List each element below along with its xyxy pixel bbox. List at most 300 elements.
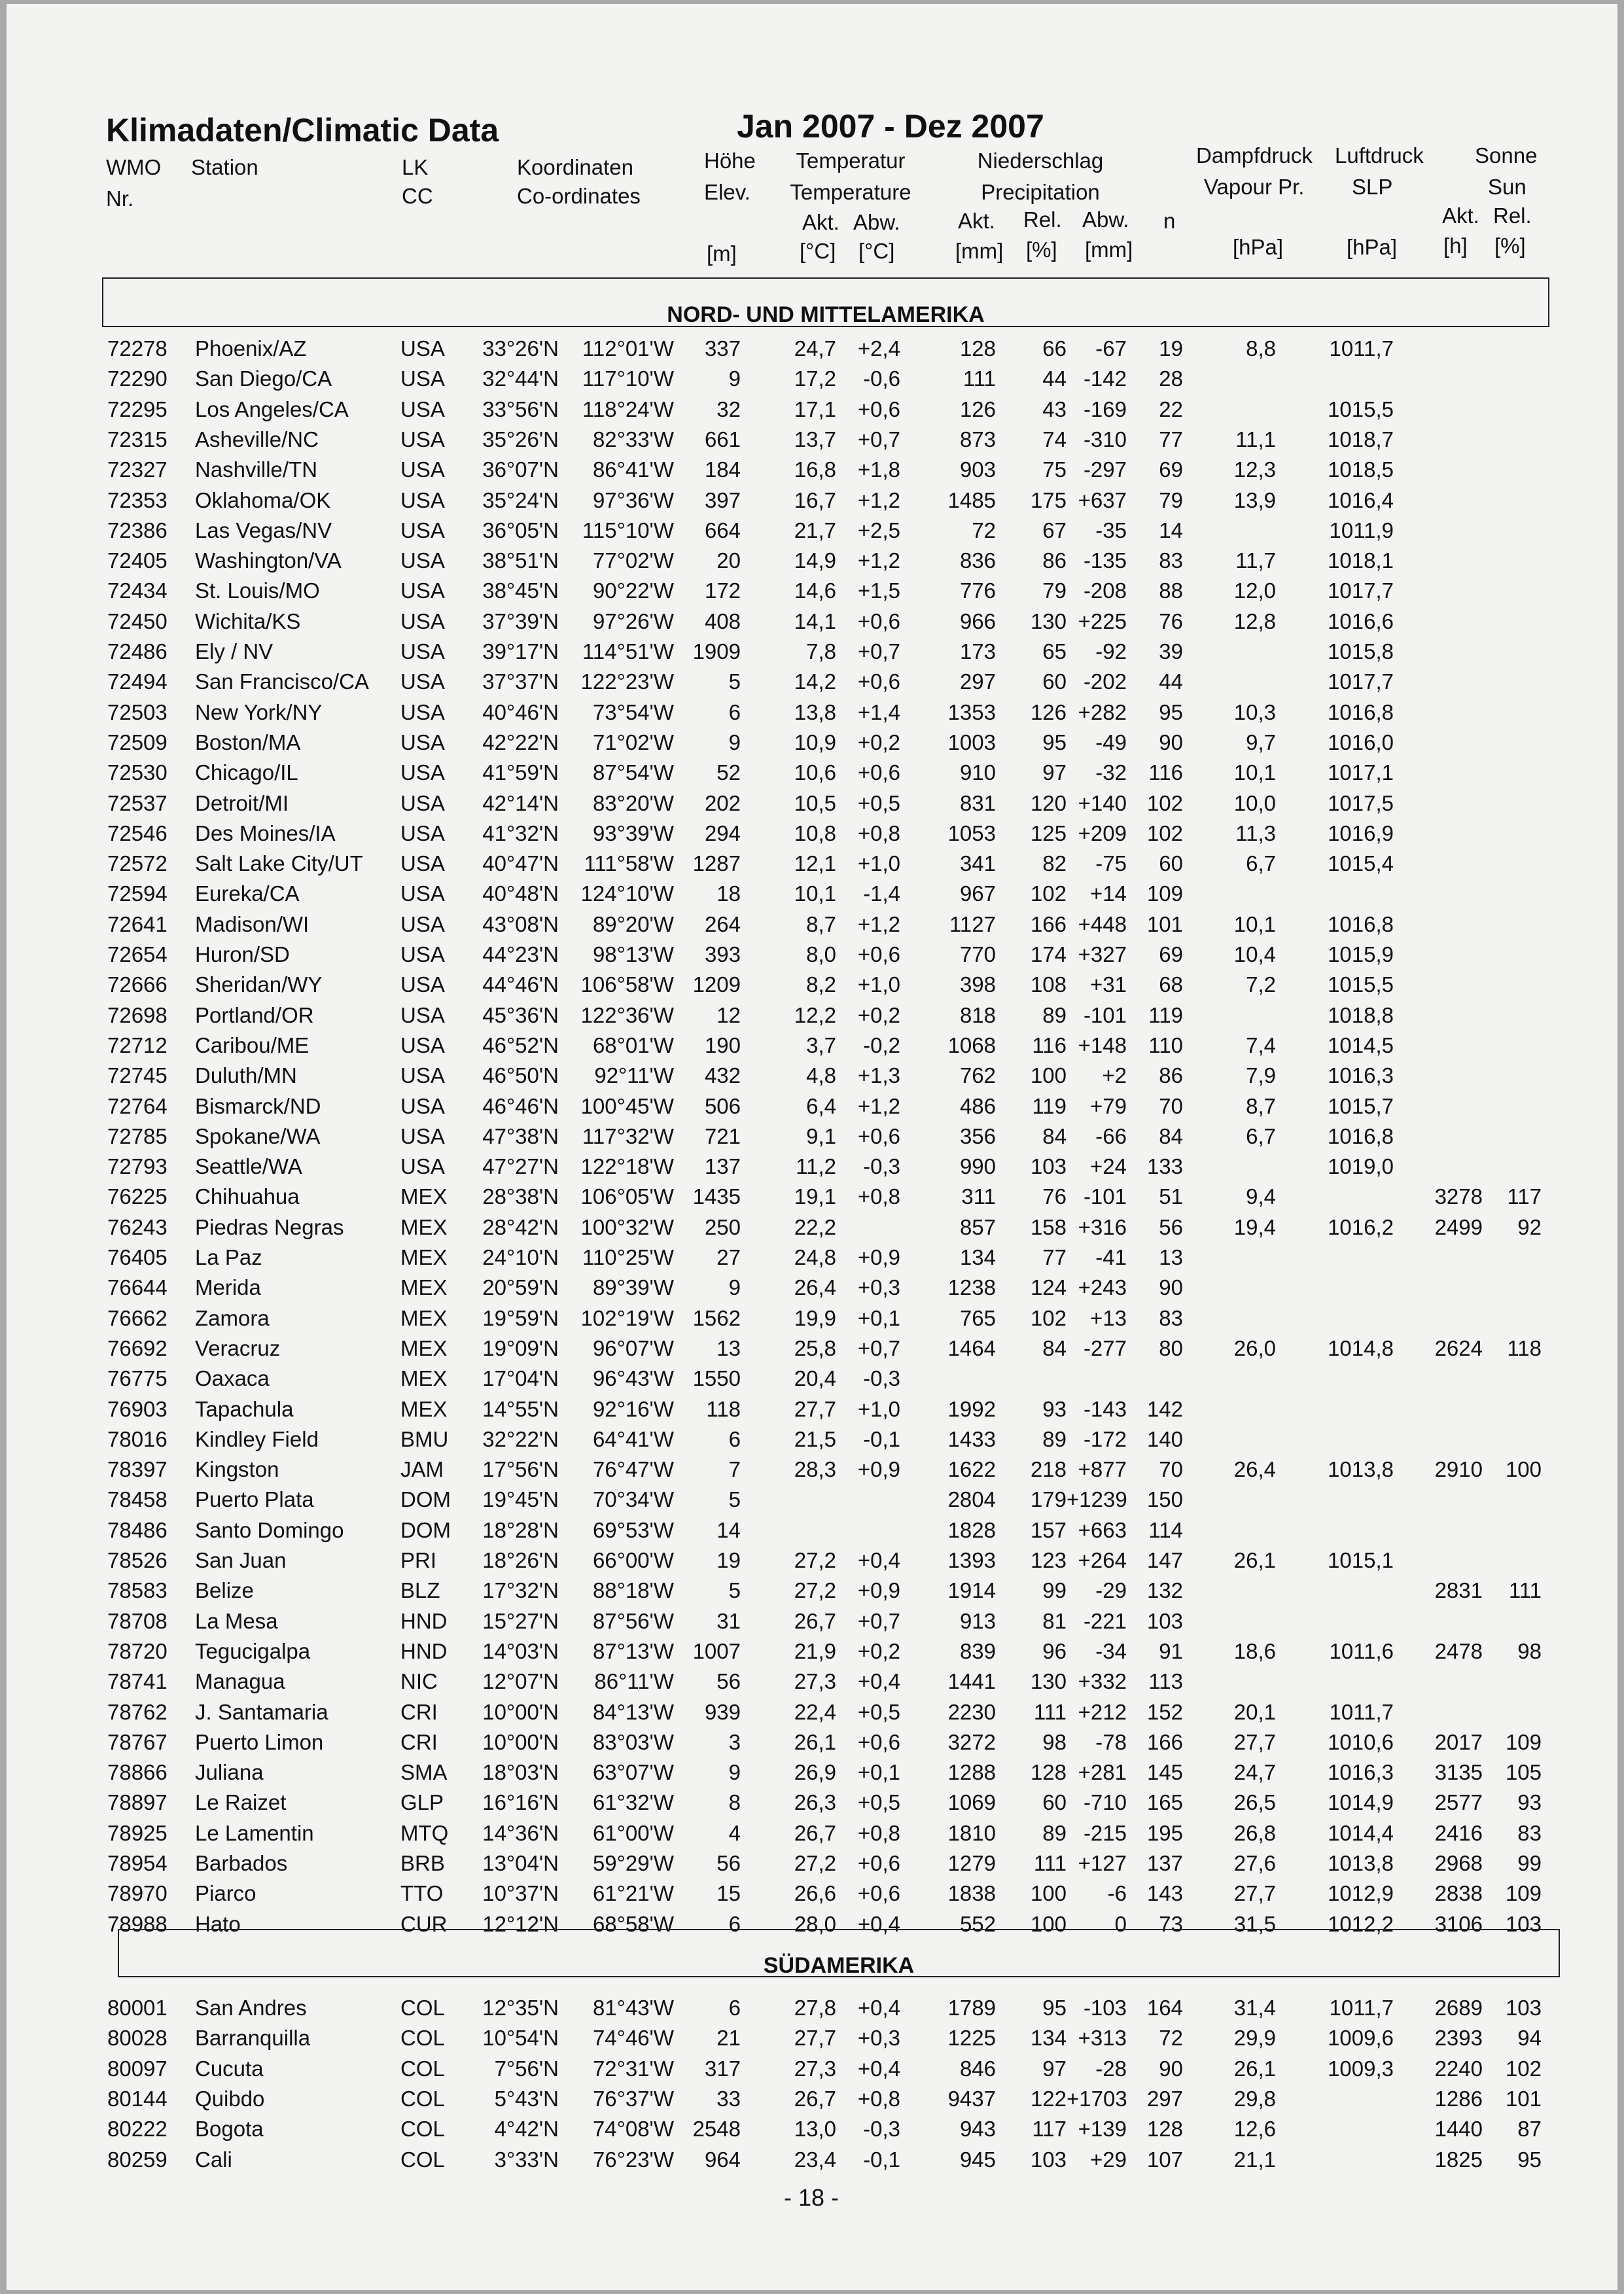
- sea-level-pressure: 1016,3: [1328, 1760, 1394, 1784]
- sea-level-pressure: 1016,2: [1328, 1215, 1394, 1239]
- longitude: 84°13'W: [592, 1700, 674, 1724]
- precip-actual: 873: [959, 427, 996, 451]
- elevation: 5: [728, 669, 741, 694]
- hdr-nr: Nr.: [106, 186, 134, 211]
- table-row: [0, 697, 1624, 728]
- precip-actual: 311: [961, 1184, 996, 1209]
- precip-days: 195: [1146, 1821, 1183, 1845]
- precip-relative: 82: [1042, 851, 1067, 875]
- station-name: Kingston: [195, 1457, 279, 1481]
- temp-actual: 12,1: [794, 851, 836, 875]
- precip-days: 86: [1159, 1063, 1183, 1087]
- temp-actual: 27,2: [794, 1578, 836, 1602]
- precip-actual: 913: [959, 1609, 996, 1633]
- temp-deviation: +0,9: [857, 1245, 900, 1269]
- sea-level-pressure: 1012,9: [1328, 1881, 1394, 1905]
- precip-relative: 175: [1030, 488, 1067, 512]
- elevation: 56: [716, 1669, 741, 1693]
- elevation: 18: [716, 881, 741, 906]
- station-name: Detroit/MI: [195, 791, 289, 815]
- table-row: [0, 516, 1624, 546]
- wmo-nr: 72494: [107, 669, 168, 694]
- precip-days: 22: [1159, 397, 1183, 421]
- table-row: [0, 1121, 1624, 1152]
- precip-actual: 2230: [947, 1700, 996, 1724]
- hdr-p-rel: Rel.: [1023, 207, 1062, 232]
- table-row: [0, 1788, 1624, 1818]
- table-row: [0, 1394, 1624, 1424]
- latitude: 10°54'N: [482, 2026, 559, 2050]
- precip-deviation: -66: [1095, 1124, 1127, 1148]
- vapour-pressure: 13,9: [1233, 488, 1276, 512]
- temp-deviation: -0,1: [863, 2147, 900, 2172]
- longitude: 68°58'W: [592, 1912, 674, 1936]
- temp-actual: 10,1: [794, 881, 836, 906]
- precip-days: 142: [1146, 1397, 1183, 1421]
- precip-actual: 776: [959, 578, 996, 603]
- sea-level-pressure: 1015,1: [1328, 1548, 1394, 1572]
- longitude: 122°36'W: [580, 1003, 674, 1027]
- country-code: USA: [400, 700, 445, 724]
- temp-deviation: +0,6: [857, 1851, 900, 1875]
- temp-deviation: -1,4: [863, 881, 900, 906]
- country-code: HND: [400, 1609, 448, 1633]
- longitude: 89°39'W: [592, 1275, 674, 1299]
- elevation: 6: [728, 700, 741, 724]
- sunshine-hours: 1286: [1434, 2087, 1483, 2111]
- hdr-p-akt: Akt.: [958, 209, 995, 233]
- temp-actual: 8,7: [806, 912, 836, 936]
- precip-days: 73: [1159, 1912, 1183, 1936]
- precip-days: 72: [1159, 2026, 1183, 2050]
- elevation: 15: [716, 1881, 741, 1905]
- precip-relative: 74: [1042, 427, 1067, 451]
- country-code: MEX: [400, 1245, 448, 1269]
- precip-deviation: 0: [1114, 1912, 1127, 1936]
- sea-level-pressure: 1010,6: [1328, 1730, 1394, 1754]
- station-name: Chicago/IL: [195, 760, 298, 785]
- table-row: [0, 546, 1624, 576]
- precip-relative: 124: [1030, 1275, 1067, 1299]
- wmo-nr: 76405: [107, 1245, 168, 1269]
- elevation: 5: [728, 1578, 741, 1602]
- country-code: BMU: [400, 1427, 449, 1451]
- longitude: 66°00'W: [592, 1548, 674, 1572]
- station-name: St. Louis/MO: [195, 578, 320, 603]
- country-code: USA: [400, 548, 445, 573]
- precip-actual: 126: [959, 397, 996, 421]
- elevation: 1435: [692, 1184, 741, 1209]
- longitude: 69°53'W: [592, 1518, 674, 1542]
- wmo-nr: 80222: [107, 2117, 168, 2141]
- section-header: SÜDAMERIKA: [118, 1929, 1560, 1977]
- longitude: 97°36'W: [592, 488, 674, 512]
- precip-deviation: +2: [1102, 1063, 1127, 1087]
- country-code: USA: [400, 760, 445, 785]
- country-code: HND: [400, 1639, 448, 1663]
- temp-deviation: -0,3: [863, 1366, 900, 1390]
- station-name: San Francisco/CA: [195, 669, 369, 694]
- sunshine-relative: 95: [1517, 2147, 1542, 2172]
- precip-deviation: -34: [1095, 1639, 1127, 1663]
- latitude: 16°16'N: [482, 1790, 559, 1814]
- elevation: 190: [704, 1033, 741, 1057]
- latitude: 40°47'N: [482, 851, 559, 875]
- sunshine-hours: 2689: [1434, 1996, 1483, 2020]
- station-name: Caribou/ME: [195, 1033, 309, 1057]
- precip-deviation: -142: [1083, 366, 1127, 391]
- table-row: [0, 334, 1624, 364]
- country-code: CUR: [400, 1912, 448, 1936]
- elevation: 9: [728, 1760, 741, 1784]
- precip-relative: 117: [1032, 2117, 1067, 2141]
- longitude: 90°22'W: [592, 578, 674, 603]
- country-code: USA: [400, 1094, 445, 1118]
- precip-deviation: -32: [1095, 760, 1127, 785]
- temp-deviation: +0,4: [857, 1548, 900, 1572]
- elevation: 661: [704, 427, 741, 451]
- country-code: USA: [400, 336, 445, 361]
- vapour-pressure: 26,1: [1233, 1548, 1276, 1572]
- station-name: Sheridan/WY: [195, 972, 323, 997]
- elevation: 4: [728, 1821, 741, 1845]
- sea-level-pressure: 1019,0: [1328, 1154, 1394, 1178]
- temp-deviation: +1,2: [857, 488, 900, 512]
- longitude: 63°07'W: [592, 1760, 674, 1784]
- period-title: Jan 2007 - Dez 2007: [737, 108, 1044, 145]
- longitude: 76°23'W: [592, 2147, 674, 2172]
- hdr-t-akt: Akt.: [802, 210, 839, 234]
- table-row: [0, 879, 1624, 909]
- wmo-nr: 72503: [107, 700, 168, 724]
- precip-deviation: -6: [1107, 1881, 1127, 1905]
- sunshine-hours: 2393: [1434, 2026, 1483, 2050]
- latitude: 38°45'N: [482, 578, 559, 603]
- latitude: 36°07'N: [482, 457, 559, 482]
- wmo-nr: 78526: [107, 1548, 168, 1572]
- sunshine-hours: 2240: [1434, 2056, 1483, 2081]
- precip-relative: 44: [1042, 366, 1067, 391]
- longitude: 61°32'W: [592, 1790, 674, 1814]
- temp-actual: 24,7: [794, 336, 836, 361]
- temp-actual: 26,7: [794, 2087, 836, 2111]
- latitude: 12°07'N: [482, 1669, 559, 1693]
- country-code: CRI: [400, 1700, 438, 1724]
- longitude: 86°41'W: [592, 457, 674, 482]
- precip-days: 107: [1146, 2147, 1183, 2172]
- precip-relative: 103: [1030, 1154, 1067, 1178]
- temp-deviation: +0,8: [857, 1821, 900, 1845]
- latitude: 47°27'N: [482, 1154, 559, 1178]
- sea-level-pressure: 1016,0: [1328, 730, 1394, 754]
- temp-actual: 19,9: [794, 1306, 836, 1330]
- longitude: 68°01'W: [592, 1033, 674, 1057]
- precip-days: 152: [1146, 1700, 1183, 1724]
- elevation: 137: [704, 1154, 741, 1178]
- vapour-pressure: 20,1: [1233, 1700, 1276, 1724]
- sea-level-pressure: 1016,9: [1328, 821, 1394, 845]
- precip-deviation: -202: [1083, 669, 1127, 694]
- precip-actual: 173: [959, 639, 996, 663]
- elevation: 27: [716, 1245, 741, 1269]
- longitude: 89°20'W: [592, 912, 674, 936]
- longitude: 96°43'W: [592, 1366, 674, 1390]
- table-row: [0, 758, 1624, 788]
- temp-deviation: +1,2: [857, 912, 900, 936]
- elevation: 317: [704, 2056, 741, 2081]
- precip-actual: 1003: [947, 730, 996, 754]
- station-name: Santo Domingo: [195, 1518, 344, 1542]
- precip-days: 90: [1159, 1275, 1183, 1299]
- precip-days: 83: [1159, 548, 1183, 573]
- sea-level-pressure: 1015,7: [1328, 1094, 1394, 1118]
- temp-actual: 26,6: [794, 1881, 836, 1905]
- temp-deviation: +0,7: [857, 1609, 900, 1633]
- sea-level-pressure: 1016,4: [1328, 488, 1394, 512]
- temp-deviation: +0,6: [857, 1730, 900, 1754]
- temp-deviation: +1,3: [857, 1063, 900, 1087]
- country-code: SMA: [400, 1760, 448, 1784]
- latitude: 45°36'N: [482, 1003, 559, 1027]
- table-row: [0, 1273, 1624, 1303]
- station-name: Phoenix/AZ: [195, 336, 307, 361]
- wmo-nr: 72315: [107, 427, 168, 451]
- temp-deviation: -0,1: [863, 1427, 900, 1451]
- vapour-pressure: 12,8: [1233, 609, 1276, 633]
- precip-days: 297: [1146, 2087, 1183, 2111]
- temp-deviation: +0,5: [857, 1700, 900, 1724]
- precip-days: 70: [1159, 1457, 1183, 1481]
- longitude: 86°11'W: [594, 1669, 674, 1693]
- elevation: 9: [728, 730, 741, 754]
- station-name: Chihuahua: [195, 1184, 300, 1209]
- latitude: 10°00'N: [482, 1730, 559, 1754]
- precip-actual: 552: [959, 1912, 996, 1936]
- precip-days: 140: [1146, 1427, 1183, 1451]
- latitude: 17°32'N: [482, 1578, 559, 1602]
- hdr-p-unit1: [mm]: [955, 239, 1004, 263]
- wmo-nr: 72405: [107, 548, 168, 573]
- longitude: 77°02'W: [592, 548, 674, 573]
- temp-deviation: +0,8: [857, 1184, 900, 1209]
- sea-level-pressure: 1016,8: [1328, 1124, 1394, 1148]
- precip-relative: 108: [1030, 972, 1067, 997]
- precip-days: 128: [1146, 2117, 1183, 2141]
- precip-days: 102: [1146, 791, 1183, 815]
- sea-level-pressure: 1018,5: [1328, 457, 1394, 482]
- hdr-t-unit2: [°C]: [858, 239, 895, 263]
- latitude: 36°05'N: [482, 518, 559, 542]
- wmo-nr: 72386: [107, 518, 168, 542]
- precip-days: 145: [1146, 1760, 1183, 1784]
- latitude: 10°00'N: [482, 1700, 559, 1724]
- table-row: [0, 970, 1624, 1000]
- table-row: [0, 1031, 1624, 1061]
- station-name: Des Moines/IA: [195, 821, 336, 845]
- temp-deviation: +0,6: [857, 669, 900, 694]
- precip-days: 116: [1148, 760, 1183, 785]
- precip-relative: 122: [1030, 2087, 1067, 2111]
- wmo-nr: 78016: [107, 1427, 168, 1451]
- wmo-nr: 76225: [107, 1184, 168, 1209]
- precip-relative: 179: [1030, 1487, 1067, 1511]
- longitude: 82°33'W: [592, 427, 674, 451]
- temp-deviation: +0,3: [857, 1275, 900, 1299]
- station-name: Barbados: [195, 1851, 288, 1875]
- table-row: [0, 2145, 1624, 2175]
- wmo-nr: 76644: [107, 1275, 168, 1299]
- elevation: 33: [716, 2087, 741, 2111]
- precip-deviation: +637: [1078, 488, 1127, 512]
- elevation: 6: [728, 1912, 741, 1936]
- elevation: 118: [706, 1397, 741, 1421]
- temp-actual: 22,2: [794, 1215, 836, 1239]
- elevation: 184: [704, 457, 741, 482]
- country-code: USA: [400, 1003, 445, 1027]
- vapour-pressure: 11,1: [1235, 427, 1276, 451]
- longitude: 74°08'W: [592, 2117, 674, 2141]
- precip-relative: 157: [1030, 1518, 1067, 1542]
- elevation: 294: [704, 821, 741, 845]
- station-name: Tegucigalpa: [195, 1639, 311, 1663]
- longitude: 102°19'W: [580, 1306, 674, 1330]
- table-row: [0, 1879, 1624, 1909]
- precip-actual: 1127: [949, 912, 996, 936]
- latitude: 47°38'N: [482, 1124, 559, 1148]
- table-row: [0, 1152, 1624, 1182]
- wmo-nr: 72537: [107, 791, 168, 815]
- hdr-lk: LK: [402, 155, 429, 179]
- wmo-nr: 72666: [107, 972, 168, 997]
- sea-level-pressure: 1011,7: [1329, 336, 1394, 361]
- wmo-nr: 78897: [107, 1790, 168, 1814]
- precip-relative: 77: [1042, 1245, 1067, 1269]
- table-row: [0, 1545, 1624, 1576]
- station-name: Duluth/MN: [195, 1063, 297, 1087]
- vapour-pressure: 29,8: [1233, 2087, 1276, 2111]
- station-name: Bogota: [195, 2117, 264, 2141]
- hdr-coord: Co-ordinates: [517, 184, 641, 208]
- sea-level-pressure: 1015,8: [1328, 639, 1394, 663]
- country-code: USA: [400, 366, 445, 391]
- hdr-elev: Elev.: [704, 180, 750, 204]
- elevation: 9: [728, 366, 741, 391]
- longitude: 93°39'W: [592, 821, 674, 845]
- temp-deviation: +1,0: [857, 972, 900, 997]
- country-code: DOM: [400, 1518, 451, 1542]
- precip-relative: 103: [1030, 2147, 1067, 2172]
- wmo-nr: 78741: [107, 1669, 168, 1693]
- longitude: 96°07'W: [592, 1336, 674, 1360]
- sea-level-pressure: 1016,8: [1328, 700, 1394, 724]
- temp-deviation: +0,9: [857, 1578, 900, 1602]
- temp-actual: 8,2: [806, 972, 836, 997]
- temp-actual: 14,1: [794, 609, 836, 633]
- country-code: MEX: [400, 1397, 448, 1421]
- temp-deviation: +1,8: [857, 457, 900, 482]
- wmo-nr: 72764: [107, 1094, 168, 1118]
- sunshine-hours: 2831: [1434, 1578, 1483, 1602]
- wmo-nr: 72295: [107, 397, 168, 421]
- table-row: [0, 395, 1624, 425]
- elevation: 8: [728, 1790, 741, 1814]
- latitude: 33°26'N: [482, 336, 559, 361]
- vapour-pressure: 7,2: [1246, 972, 1276, 997]
- temp-actual: 24,8: [794, 1245, 836, 1269]
- wmo-nr: 72509: [107, 730, 168, 754]
- temp-deviation: +0,4: [857, 2056, 900, 2081]
- sunshine-hours: 3278: [1434, 1184, 1483, 1209]
- sunshine-relative: 103: [1505, 1912, 1542, 1936]
- station-name: Seattle/WA: [195, 1154, 302, 1178]
- precip-deviation: -169: [1083, 397, 1127, 421]
- station-name: Las Vegas/NV: [195, 518, 332, 542]
- station-name: San Juan: [195, 1548, 287, 1572]
- elevation: 1562: [692, 1306, 741, 1330]
- wmo-nr: 78486: [107, 1518, 168, 1542]
- temp-actual: 21,9: [794, 1639, 836, 1663]
- latitude: 32°44'N: [482, 366, 559, 391]
- station-name: Piarco: [195, 1881, 256, 1905]
- elevation: 12: [716, 1003, 741, 1027]
- elevation: 964: [704, 2147, 741, 2172]
- longitude: 100°32'W: [580, 1215, 674, 1239]
- wmo-nr: 78720: [107, 1639, 168, 1663]
- table-row: [0, 1636, 1624, 1667]
- precip-actual: 297: [959, 669, 996, 694]
- elevation: 19: [716, 1548, 741, 1572]
- temp-actual: 27,3: [794, 1669, 836, 1693]
- vapour-pressure: 26,0: [1233, 1336, 1276, 1360]
- precip-days: 56: [1159, 1215, 1183, 1239]
- precip-relative: 76: [1042, 1184, 1067, 1209]
- temp-deviation: +0,8: [857, 2087, 900, 2111]
- precip-actual: 1810: [947, 1821, 996, 1845]
- temp-actual: 14,2: [794, 669, 836, 694]
- temp-actual: 13,7: [794, 427, 836, 451]
- sea-level-pressure: 1012,2: [1328, 1912, 1394, 1936]
- country-code: USA: [400, 518, 445, 542]
- temp-actual: 19,1: [794, 1184, 836, 1209]
- precip-relative: 66: [1042, 336, 1067, 361]
- wmo-nr: 80259: [107, 2147, 168, 2172]
- temp-deviation: +1,2: [857, 1094, 900, 1118]
- precip-days: 132: [1146, 1578, 1183, 1602]
- sea-level-pressure: 1015,4: [1328, 851, 1394, 875]
- country-code: USA: [400, 1063, 445, 1087]
- precip-days: 103: [1146, 1609, 1183, 1633]
- precip-days: 51: [1159, 1184, 1183, 1209]
- sunshine-relative: 118: [1507, 1336, 1542, 1360]
- sea-level-pressure: 1017,1: [1328, 760, 1394, 785]
- country-code: COL: [400, 2026, 445, 2050]
- table-row: [0, 667, 1624, 697]
- latitude: 18°26'N: [482, 1548, 559, 1572]
- precip-deviation: +448: [1078, 912, 1127, 936]
- precip-relative: 84: [1042, 1124, 1067, 1148]
- longitude: 112°01'W: [582, 336, 674, 361]
- sea-level-pressure: 1016,6: [1328, 609, 1394, 633]
- sunshine-relative: 92: [1517, 1215, 1542, 1239]
- latitude: 12°35'N: [482, 1996, 559, 2020]
- station-name: Los Angeles/CA: [195, 397, 349, 421]
- wmo-nr: 78708: [107, 1609, 168, 1633]
- precip-deviation: -92: [1095, 639, 1127, 663]
- sea-level-pressure: 1017,7: [1328, 669, 1394, 694]
- temp-actual: 27,2: [794, 1548, 836, 1572]
- table-row: [0, 940, 1624, 970]
- precip-deviation: +29: [1090, 2147, 1127, 2172]
